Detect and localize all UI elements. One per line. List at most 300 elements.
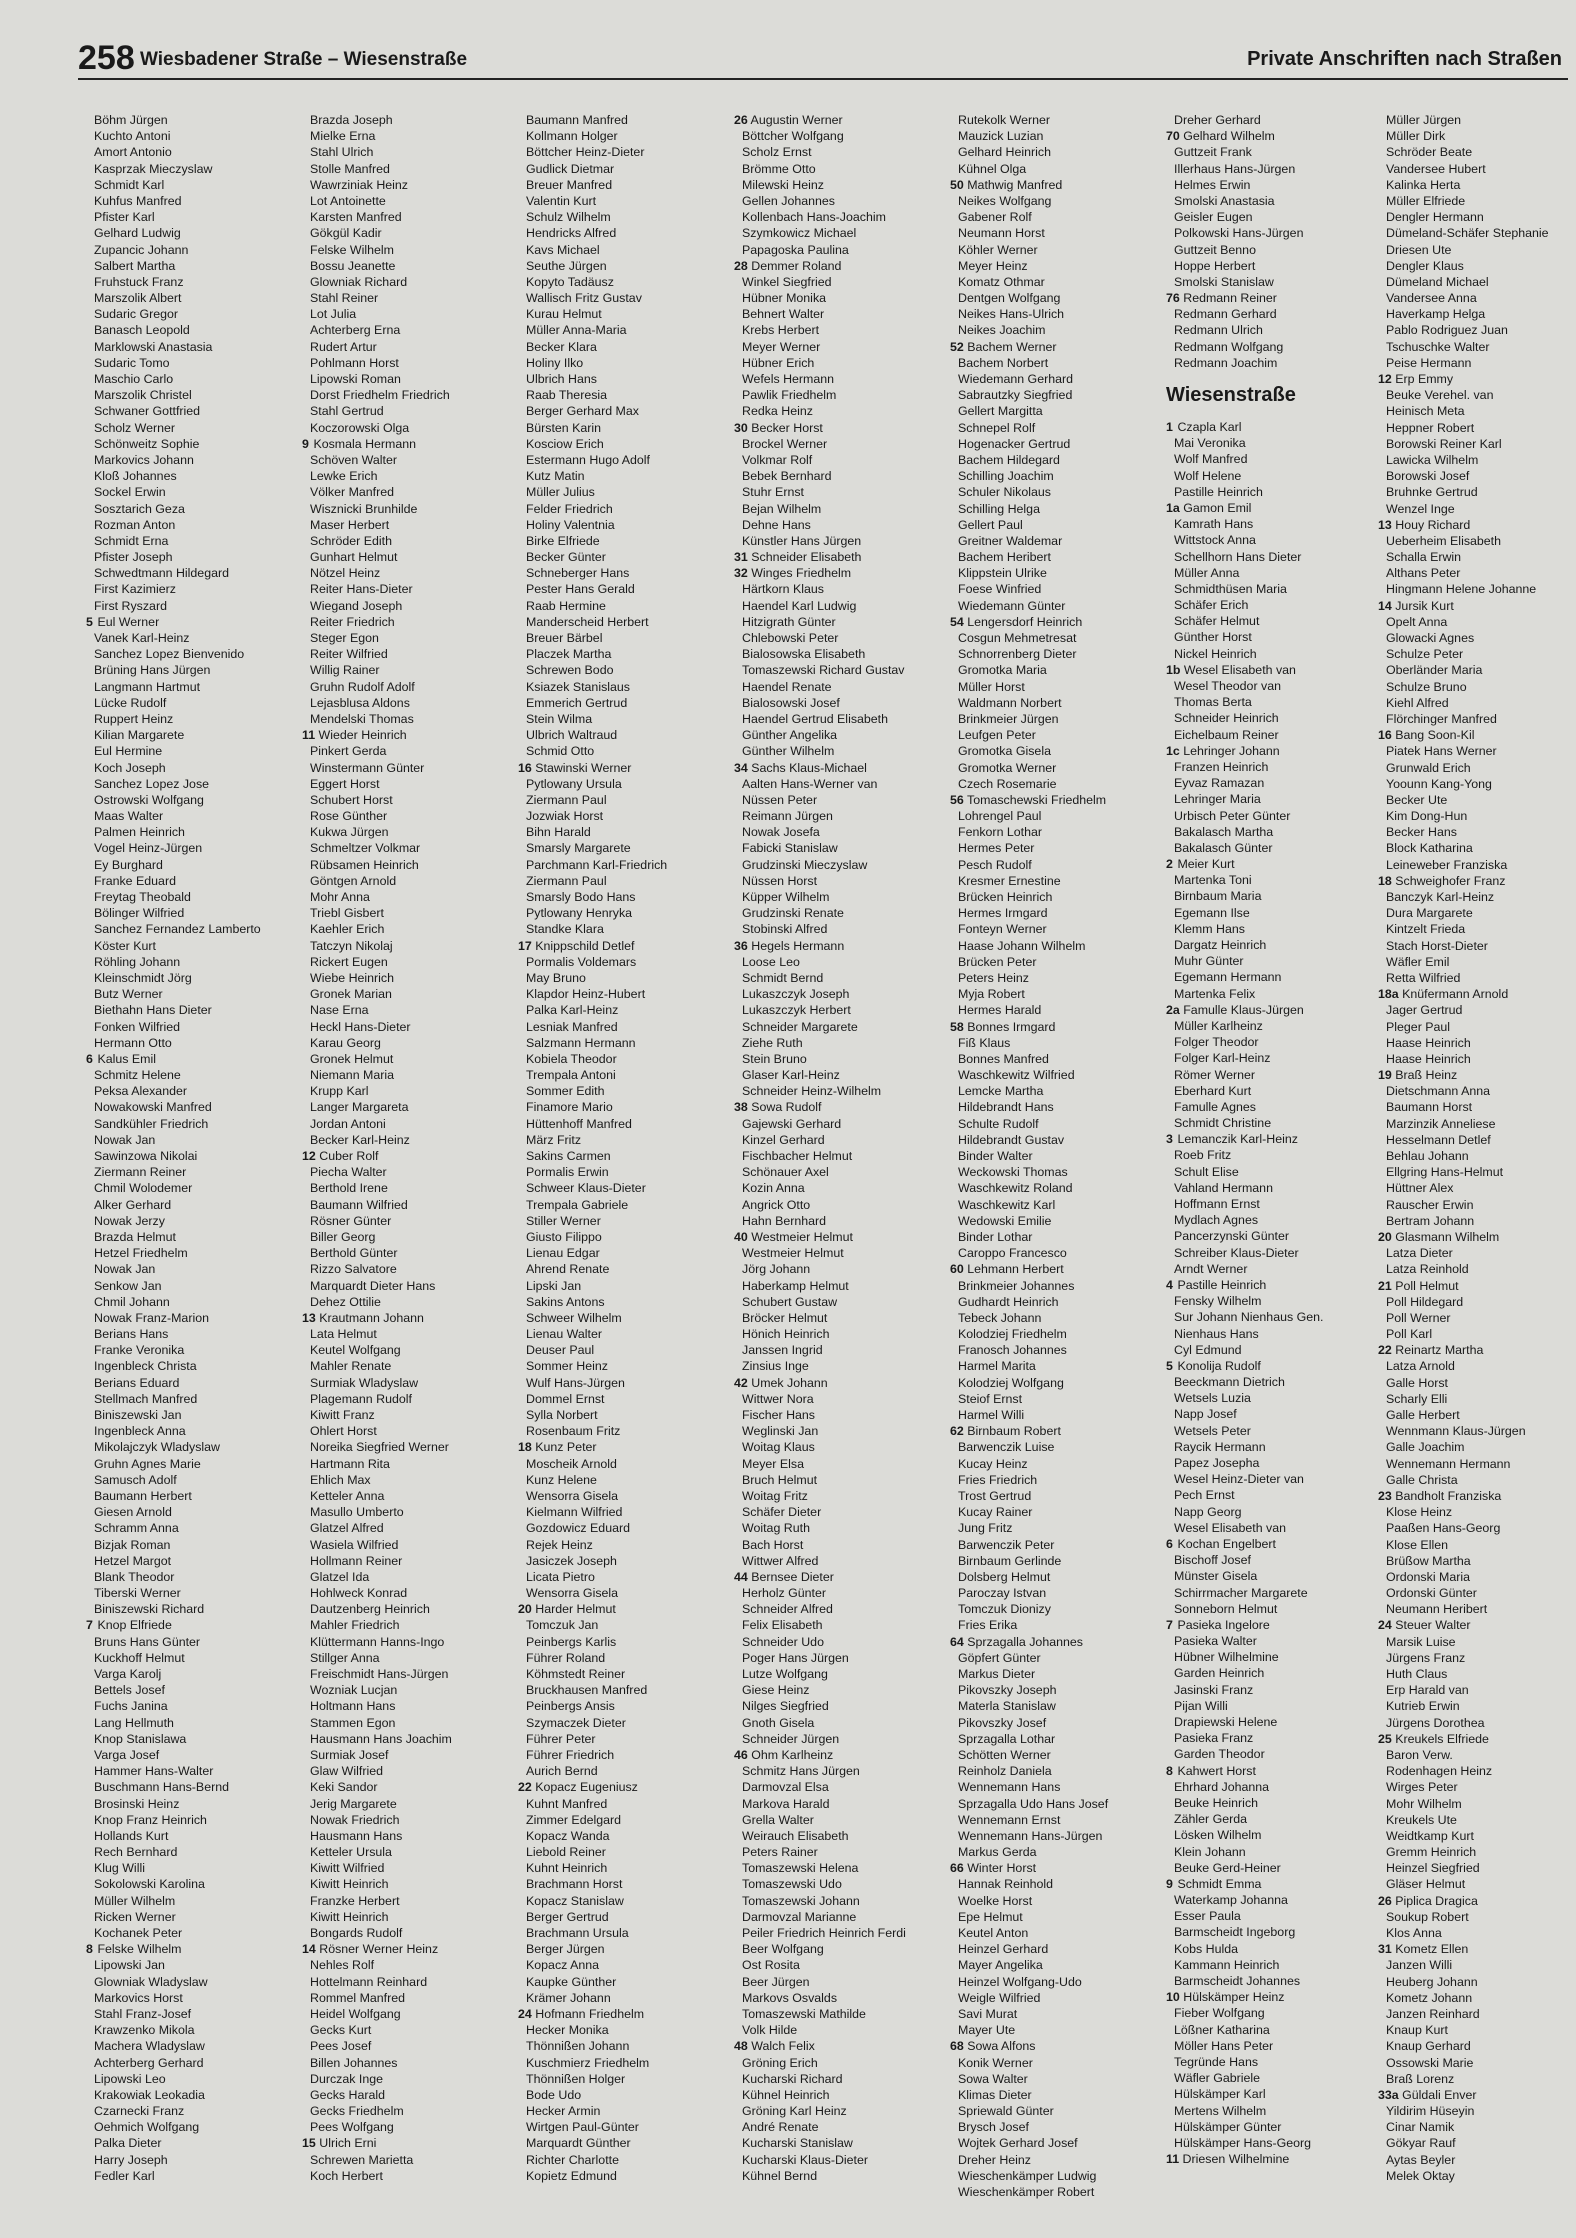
resident-name: Dehez Ottilie — [310, 1294, 381, 1309]
house-number-entry: 70 Gelhard Wilhelm — [1166, 129, 1275, 144]
resident-name: Wäfler Gabriele — [1174, 2071, 1261, 2086]
resident-name: Baumann Herbert — [94, 1488, 192, 1503]
resident-name: Waschkewitz Roland — [958, 1181, 1073, 1196]
resident-name: Haverkamp Helga — [1386, 307, 1486, 322]
resident-name: Szymaczek Dieter — [526, 1715, 626, 1730]
resident-name: Barmscheidt Johannes — [1174, 1974, 1301, 1988]
resident-name: Ricken Werner — [94, 1909, 176, 1924]
resident-name: Mayer Ute — [958, 2023, 1016, 2038]
house-number-entry: 58 Bonnes Irmgard — [950, 1019, 1056, 1034]
resident-name: Gunhart Helmut — [310, 550, 398, 565]
resident-name: Galle Herbert — [1386, 1408, 1460, 1422]
resident-name: Wetsels Luzia — [1174, 1391, 1251, 1406]
resident-name: Hollmann Reiner — [310, 1553, 403, 1568]
resident-name: Eichelbaum Reiner — [1174, 727, 1279, 742]
resident-name: Weglinski Jan — [742, 1424, 819, 1439]
resident-name: Kloß Johannes — [94, 469, 177, 484]
resident-name: Peise Hermann — [1386, 355, 1472, 370]
resident-name: Rösner Günter — [310, 1213, 392, 1228]
resident-name: Müller Karlheinz — [1174, 1018, 1263, 1033]
resident-name: Giesen Arnold — [94, 1505, 172, 1520]
resident-name: Koczorowski Olga — [310, 420, 410, 435]
resident-name: Hoppe Herbert — [1174, 258, 1256, 273]
resident-name: Muhr Günter — [1174, 954, 1244, 969]
resident-name: Wiegand Joseph — [310, 598, 403, 613]
resident-name: Harmel Willi — [958, 1408, 1025, 1422]
resident-name: Kucharski Klaus-Dieter — [742, 2152, 869, 2167]
resident-name: Klüttermann Hanns-Ingo — [310, 1634, 445, 1649]
resident-name: Kucay Rainer — [958, 1505, 1033, 1520]
resident-name: Parchmann Karl-Friedrich — [526, 857, 668, 872]
house-number: 44 — [734, 1569, 748, 1584]
resident-name: Eggert Horst — [310, 776, 380, 791]
resident-name: Soukup Robert — [1386, 1909, 1469, 1924]
house-number: 1 — [1166, 420, 1173, 434]
house-number: 38 — [734, 1100, 748, 1115]
resident-name: Fuchs Janina — [94, 1699, 168, 1714]
resident-name: Jager Gertrud — [1386, 1003, 1463, 1018]
resident-name: Pikovszky Joseph — [958, 1683, 1057, 1698]
house-number-entry: 22 Reinartz Martha — [1378, 1343, 1484, 1358]
resident-name: Seuthe Jürgen — [526, 258, 607, 273]
resident-name: Völker Manfred — [310, 485, 395, 500]
resident-name: Baumann Wilfried — [310, 1197, 408, 1212]
resident-name: Dura Margarete — [1386, 906, 1473, 921]
resident-name: Jerig Margarete — [310, 1796, 397, 1811]
resident-name: Waterkamp Johanna — [1174, 1893, 1288, 1908]
resident-name: Gröning Erich — [742, 2055, 818, 2070]
resident-name: Ost Rosita — [742, 1958, 800, 1973]
resident-name: Dengler Klaus — [1386, 258, 1464, 273]
house-number: 7 — [1166, 1617, 1173, 1632]
resident-name: Wojtek Gerhard Josef — [958, 2136, 1078, 2151]
resident-name: Latza Arnold — [1386, 1359, 1455, 1374]
resident-name: Karsten Manfred — [310, 210, 402, 225]
resident-name: Sommer Edith — [526, 1084, 605, 1099]
resident-name: Smolski Stanislaw — [1174, 274, 1274, 289]
resident-name: Tomaszewski Mathilde — [742, 2006, 866, 2021]
house-number-entry: 66 Winter Horst — [950, 1861, 1037, 1876]
house-number: 40 — [734, 1229, 748, 1244]
resident-name: Grunwald Erich — [1386, 760, 1471, 775]
resident-name: Weckowski Thomas — [958, 1165, 1068, 1180]
house-number: 21 — [1378, 1278, 1392, 1293]
resident-name: Kobs Hulda — [1174, 1941, 1239, 1956]
address-column-4 — [734, 112, 948, 2184]
resident-name: Chmil Johann — [94, 1294, 170, 1309]
house-number-entry: 22 Kopacz Eugeniusz — [518, 1780, 638, 1795]
resident-name: Schweer Wilhelm — [526, 1310, 622, 1325]
resident-name: Volk Hilde — [742, 2023, 798, 2038]
resident-name: Ziermann Paul — [526, 792, 607, 807]
resident-name: Berians Eduard — [94, 1375, 180, 1390]
resident-name: Redmann Joachim — [1174, 355, 1278, 370]
house-number-entry: 62 Birnbaum Robert — [950, 1424, 1061, 1439]
resident-name: Müller Wilhelm — [94, 1893, 176, 1908]
resident-name: Giese Heinz — [742, 1683, 810, 1698]
resident-name: Schneider Heinrich — [1174, 711, 1279, 726]
resident-name: Schäfer Helmut — [1174, 614, 1260, 629]
house-number-entry: 28 Demmer Roland — [734, 258, 842, 273]
resident-name: Freytag Theobald — [94, 890, 191, 904]
resident-name: Müller Julius — [526, 485, 595, 500]
resident-name: Poll Werner — [1386, 1310, 1451, 1325]
resident-name: Mai Veronika — [1174, 436, 1246, 451]
resident-name: Nehles Rolf — [310, 1958, 375, 1973]
resident-name: Ohlert Horst — [310, 1424, 377, 1439]
resident-name: Trempala Gabriele — [526, 1197, 629, 1212]
resident-name: Egemann Ilse — [1174, 905, 1250, 920]
resident-name: Birke Elfriede — [526, 533, 600, 548]
resident-name: Fonken Wilfried — [94, 1019, 181, 1034]
house-number-entry: 21 Poll Helmut — [1378, 1278, 1459, 1293]
house-number: 14 — [302, 1942, 316, 1957]
resident-name: Heppner Robert — [1386, 420, 1475, 435]
resident-name: Hollands Kurt — [94, 1828, 169, 1843]
resident-name: Hülskämper Günter — [1174, 2119, 1282, 2134]
resident-name: Kochanek Peter — [94, 1926, 183, 1940]
resident-name: Kosciow Erich — [526, 436, 604, 451]
address-column-5 — [950, 112, 1164, 2200]
resident-name: Lipowski Roman — [310, 372, 401, 386]
house-number: 1a — [1166, 500, 1180, 515]
resident-name: Dorst Friedhelm Friedrich — [310, 388, 450, 403]
resident-name: Beuke Verehel. van — [1386, 388, 1494, 403]
resident-name: Jordan Antoni — [310, 1116, 386, 1131]
resident-name: Peksa Alexander — [94, 1084, 187, 1099]
house-number: 28 — [734, 258, 748, 273]
resident-name: Haase Johann Wilhelm — [958, 938, 1086, 953]
resident-name: Jozwiak Horst — [526, 809, 604, 824]
resident-name: Reinholz Daniela — [958, 1764, 1052, 1779]
resident-name: Beuke Gerd-Heiner — [1174, 1860, 1281, 1875]
resident-name: Wäfler Emil — [1386, 954, 1450, 969]
resident-name: Künstler Hans Jürgen — [742, 533, 862, 548]
resident-name: Smarsly Margarete — [526, 841, 631, 856]
resident-name: Beer Jürgen — [742, 1974, 810, 1989]
resident-name: Erp Harald van — [1386, 1683, 1469, 1698]
resident-name: Mikolajczyk Wladyslaw — [94, 1440, 220, 1455]
resident-name: Bialosowski Josef — [742, 695, 840, 710]
resident-name: Ordonski Günter — [1386, 1586, 1477, 1601]
resident-name: Bachem Heribert — [958, 550, 1051, 565]
resident-name: Böttcher Heinz-Dieter — [526, 145, 645, 160]
page-number: 258 — [78, 39, 135, 77]
resident-name: Kammann Heinrich — [1174, 1957, 1280, 1972]
resident-name: Hingmann Helene Johanne — [1386, 582, 1537, 597]
resident-name: Kunz Helene — [526, 1472, 597, 1487]
resident-name: Piatek Hans Werner — [1386, 744, 1497, 759]
resident-name: Achterberg Gerhard — [94, 2055, 204, 2070]
resident-name: Kutrieb Erwin — [1386, 1699, 1460, 1714]
resident-name: Bach Horst — [742, 1537, 804, 1552]
resident-name: Behlau Johann — [1386, 1149, 1469, 1163]
resident-name: Keki Sandor — [310, 1780, 378, 1795]
resident-name: Klug Willi — [94, 1861, 145, 1876]
resident-name: Nüssen Horst — [742, 873, 818, 888]
resident-name: Noreika Siegfried Werner — [310, 1440, 449, 1455]
address-column-7 — [1378, 112, 1568, 2184]
resident-name: Raycik Hermann — [1174, 1439, 1266, 1454]
resident-name: Guttzeit Frank — [1174, 145, 1252, 160]
house-number-entry: 19 Braß Heinz — [1378, 1068, 1458, 1083]
resident-name: Wiebe Heinrich — [310, 970, 395, 985]
resident-name: Heidel Wolfgang — [310, 2006, 401, 2021]
resident-name: First Kazimierz — [94, 582, 176, 597]
resident-name: Kleinschmidt Jörg — [94, 970, 192, 985]
resident-name: Karau Georg — [310, 1035, 381, 1050]
resident-name: Fensky Wilhelm — [1174, 1294, 1262, 1309]
resident-name: Bürsten Karin — [526, 420, 602, 435]
resident-name: Liebold Reiner — [526, 1845, 606, 1860]
resident-name: Martenka Felix — [1174, 986, 1256, 1001]
resident-name: Lösken Wilhelm — [1174, 1828, 1262, 1843]
resident-name: Giusto Filippo — [526, 1229, 602, 1244]
resident-name: Schönweitz Sophie — [94, 436, 200, 451]
house-number-entry: 14 Jursik Kurt — [1378, 598, 1454, 613]
resident-name: Gelhard Ludwig — [94, 226, 181, 241]
resident-name: Schwedtmann Hildegard — [94, 566, 229, 581]
resident-name: Block Katharina — [1386, 841, 1473, 856]
resident-name: Pancerzynski Günter — [1174, 1229, 1290, 1244]
resident-name: Ziermann Reiner — [94, 1165, 187, 1180]
resident-name: Nase Erna — [310, 1003, 369, 1018]
resident-name: Freischmidt Hans-Jürgen — [310, 1667, 449, 1681]
resident-name: Sommer Heinz — [526, 1359, 608, 1374]
resident-name: Hecker Armin — [526, 2104, 601, 2119]
resident-name: Schneberger Hans — [526, 566, 630, 581]
resident-name: Ziehe Ruth — [742, 1035, 803, 1050]
resident-name: Wennmann Klaus-Jürgen — [1386, 1424, 1526, 1439]
resident-name: Rodenhagen Heinz — [1386, 1764, 1493, 1779]
resident-name: Reiter Friedrich — [310, 614, 395, 629]
resident-name: Melek Oktay — [1386, 2168, 1455, 2183]
house-number: 18a — [1378, 987, 1399, 1002]
resident-name: Braß Lorenz — [1386, 2071, 1455, 2086]
resident-name: Brücken Peter — [958, 954, 1037, 969]
house-number: 50 — [950, 177, 964, 192]
resident-name: Pytlowany Ursula — [526, 776, 622, 791]
resident-name: Sosztarich Geza — [94, 501, 185, 516]
resident-name: Wensorra Gisela — [526, 1586, 619, 1601]
house-number: 66 — [950, 1861, 964, 1876]
resident-name: Wetsels Peter — [1174, 1423, 1251, 1438]
resident-name: Stahl Franz-Josef — [94, 2006, 192, 2021]
resident-name: Kopyto Tadäusz — [526, 274, 614, 289]
house-number: 17 — [518, 938, 532, 953]
resident-name: Bruch Helmut — [742, 1472, 818, 1487]
resident-name: Haendel Karl Ludwig — [742, 598, 857, 613]
resident-name: Tschuschke Walter — [1386, 339, 1490, 354]
resident-name: Triebl Gisbert — [310, 906, 384, 921]
resident-name: Wenzel Inge — [1386, 501, 1455, 516]
resident-name: Eul Hermine — [94, 744, 163, 759]
resident-name: Schäfer Dieter — [742, 1505, 822, 1520]
resident-name: Alker Gerhard — [94, 1197, 172, 1212]
house-number: 7 — [86, 1618, 93, 1633]
resident-name: Janssen Ingrid — [742, 1343, 823, 1358]
resident-name: Schmidt Bernd — [742, 970, 824, 985]
resident-name: Gromotka Maria — [958, 663, 1047, 678]
resident-name: Wiedemann Gerhard — [958, 372, 1074, 386]
resident-name: Peinbergs Karlis — [526, 1634, 617, 1649]
house-number-entry: 6 Kalus Emil — [86, 1051, 156, 1066]
house-number: 24 — [1378, 1618, 1392, 1633]
house-number-entry: 11 Wieder Heinrich — [302, 728, 407, 743]
resident-name: Wolf Helene — [1174, 468, 1242, 483]
resident-name: Willig Rainer — [310, 663, 380, 678]
resident-name: Schöven Walter — [310, 452, 398, 467]
resident-name: Aytas Beyler — [1386, 2152, 1456, 2167]
resident-name: Nowak Franz-Marion — [94, 1310, 209, 1325]
resident-name: Hübner Monika — [742, 291, 827, 306]
resident-name: Lutze Wolfgang — [742, 1667, 828, 1681]
resident-name: Wirges Peter — [1386, 1780, 1458, 1795]
house-number-entry: 31 Schneider Elisabeth — [734, 550, 862, 565]
house-number: 8 — [1166, 1763, 1173, 1778]
resident-name: Savi Murat — [958, 2006, 1018, 2021]
house-number: 12 — [1378, 372, 1392, 386]
resident-name: Komatz Othmar — [958, 274, 1045, 289]
resident-name: Nowak Friedrich — [310, 1812, 400, 1827]
resident-name: Fruhstuck Franz — [94, 274, 184, 289]
resident-name: Bachem Hildegard — [958, 452, 1060, 467]
house-number-entry: 33a Güldali Enver — [1378, 2087, 1477, 2102]
resident-name: Pees Wolfgang — [310, 2120, 394, 2135]
resident-name: Pikovszky Josef — [958, 1715, 1047, 1730]
resident-name: Butz Werner — [94, 987, 163, 1002]
house-number-entry: 36 Hegels Hermann — [734, 938, 845, 953]
resident-name: Marquardt Dieter Hans — [310, 1278, 436, 1293]
resident-name: Schilling Helga — [958, 501, 1040, 516]
resident-name: Napp Georg — [1174, 1504, 1242, 1519]
resident-name: Koch Herbert — [310, 2168, 384, 2183]
resident-name: Galle Joachim — [1386, 1440, 1465, 1455]
resident-name: Knaup Kurt — [1386, 2023, 1448, 2038]
house-number: 58 — [950, 1019, 964, 1034]
resident-name: Nowak Jan — [94, 1132, 156, 1147]
resident-name: Rose Günther — [310, 809, 388, 824]
house-number: 22 — [1378, 1343, 1392, 1358]
resident-name: Gnoth Gisela — [742, 1715, 815, 1730]
house-number: 26 — [1378, 1893, 1392, 1908]
resident-name: Raab Hermine — [526, 598, 606, 613]
resident-name: Billen Johannes — [310, 2055, 398, 2070]
resident-name: Müller Anna — [1174, 565, 1240, 580]
resident-name: Glatzel Alfred — [310, 1521, 384, 1536]
resident-name: Nüssen Peter — [742, 792, 818, 807]
resident-name: Ketteler Ursula — [310, 1845, 392, 1860]
house-number-entry: 42 Umek Johann — [734, 1375, 828, 1390]
resident-name: Brockel Werner — [742, 436, 828, 451]
house-number-entry: 54 Lengersdorf Heinrich — [950, 614, 1083, 629]
resident-name: Fischer Hans — [742, 1408, 815, 1422]
resident-name: Redmann Gerhard — [1174, 307, 1277, 322]
resident-name: Klapdor Heinz-Hubert — [526, 987, 646, 1002]
house-number-entry: 31 Kometz Ellen — [1378, 1942, 1469, 1957]
resident-name: Fieber Wolfgang — [1174, 2006, 1265, 2021]
resident-name: Driesen Ute — [1386, 242, 1452, 257]
resident-name: Kresmer Ernestine — [958, 873, 1061, 888]
resident-name: Pfister Karl — [94, 210, 155, 225]
house-number: 25 — [1378, 1731, 1392, 1746]
resident-name: Westmeier Helmut — [742, 1246, 844, 1261]
house-number-entry: 3 Lemanczik Karl-Heinz — [1166, 1132, 1298, 1147]
resident-name: Deuser Paul — [526, 1343, 595, 1358]
resident-name: Pijan Willi — [1174, 1698, 1228, 1713]
resident-name: Lemcke Martha — [958, 1084, 1044, 1099]
resident-name: Tebeck Johann — [958, 1310, 1042, 1325]
address-column-3 — [518, 112, 732, 2184]
page-header — [78, 38, 1568, 80]
resident-name: Berger Jürgen — [526, 1942, 605, 1957]
resident-name: Schreiber Klaus-Dieter — [1174, 1245, 1299, 1260]
resident-name: Palka Karl-Heinz — [526, 1003, 619, 1018]
house-number-entry: 10 Hülskämper Heinz — [1166, 1990, 1285, 2005]
resident-name: Hülskämper Karl — [1174, 2087, 1266, 2102]
resident-name: Holiny Ilko — [526, 355, 584, 370]
resident-name: Kucharski Richard — [742, 2071, 843, 2086]
resident-name: Holiny Valentnia — [526, 517, 615, 532]
resident-name: Fenkorn Lothar — [958, 825, 1043, 840]
house-number: 16 — [518, 760, 532, 775]
resident-name: Vanek Karl-Heinz — [94, 631, 190, 645]
resident-name: Surmiak Josef — [310, 1747, 389, 1762]
resident-name: Glowniak Richard — [310, 274, 408, 289]
resident-name: Gronek Helmut — [310, 1051, 394, 1066]
resident-name: Grella Walter — [742, 1812, 814, 1827]
resident-name: Mendelski Thomas — [310, 711, 414, 726]
resident-name: Kuchto Antoni — [94, 129, 171, 144]
resident-name: Rickert Eugen — [310, 954, 388, 969]
resident-name: Krawzenko Mikola — [94, 2023, 195, 2038]
resident-name: Fabicki Stanislaw — [742, 841, 838, 856]
resident-name: Nötzel Heinz — [310, 566, 381, 581]
resident-name: Kolodziej Friedhelm — [958, 1327, 1067, 1342]
resident-name: Schmidt Christine — [1174, 1116, 1272, 1131]
resident-name: Günther Angelika — [742, 728, 838, 743]
resident-name: Haendel Renate — [742, 679, 832, 694]
resident-name: Vogel Heinz-Jürgen — [94, 841, 203, 856]
resident-name: Schneider Alfred — [742, 1602, 833, 1617]
resident-name: Kasprzak Mieczyslaw — [94, 161, 213, 176]
resident-name: Schötten Werner — [958, 1747, 1051, 1762]
resident-name: Schrewen Bodo — [526, 663, 614, 678]
house-number-entry: 32 Winges Friedhelm — [734, 566, 852, 581]
resident-name: Garden Theodor — [1174, 1747, 1265, 1762]
house-number-entry: 5 Konolija Rudolf — [1166, 1358, 1261, 1373]
resident-name: Gecks Harald — [310, 2087, 386, 2102]
resident-name: Becker Klara — [526, 339, 597, 354]
house-number-entry: 12 Cuber Rolf — [302, 1149, 379, 1163]
resident-name: Peters Rainer — [742, 1845, 818, 1860]
resident-name: Lipski Jan — [526, 1278, 582, 1293]
resident-name: Manderscheid Herbert — [526, 614, 649, 629]
resident-name: Klose Ellen — [1386, 1537, 1448, 1552]
resident-name: Maser Herbert — [310, 517, 390, 532]
resident-name: Becker Günter — [526, 550, 606, 565]
resident-name: Dommel Ernst — [526, 1391, 605, 1406]
resident-name: Göpfert Günter — [958, 1650, 1041, 1665]
resident-name: Schmidt Erna — [94, 533, 169, 548]
resident-name: Nowak Josefa — [742, 825, 820, 840]
resident-name: Markovs Osvalds — [742, 1990, 838, 2005]
resident-name: Berthold Irene — [310, 1181, 388, 1196]
resident-name: Borowski Reiner Karl — [1386, 436, 1502, 451]
resident-name: Meyer Heinz — [958, 258, 1028, 273]
house-number: 13 — [1378, 517, 1392, 532]
resident-name: Finamore Mario — [526, 1100, 613, 1115]
